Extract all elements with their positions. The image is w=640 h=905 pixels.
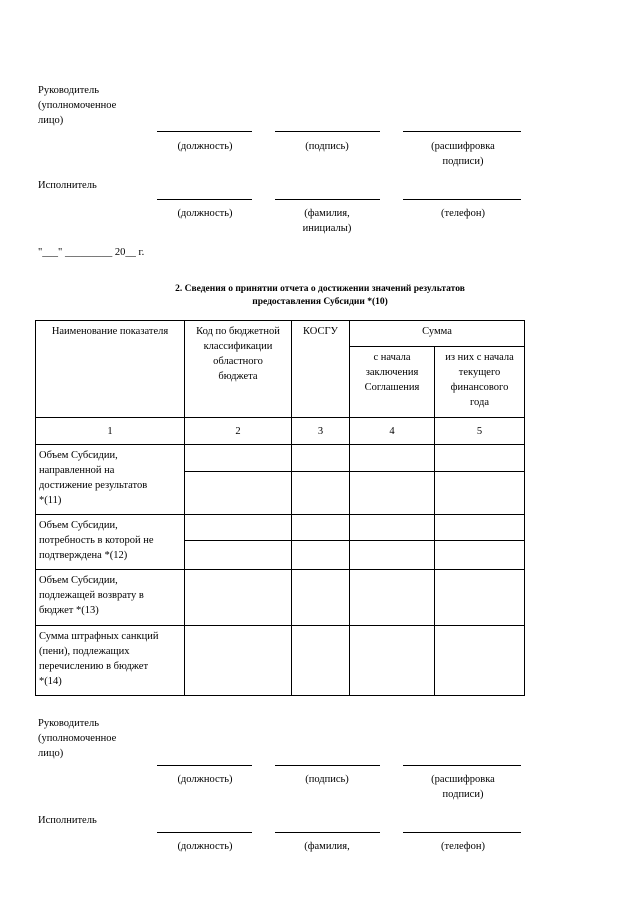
table-cell: [185, 541, 292, 570]
section-title: 2. Сведения о принятии отчета о достижении значений результатов предоставления Субсидии *(10): [175, 284, 465, 307]
header-budget-code: Код по бюджетной классификации областного бюджета: [185, 321, 292, 418]
bottom-executor-phone-caption: (телефон): [441, 841, 485, 852]
executor-name-line: [275, 199, 380, 200]
row-subsidy-return: Объем Субсидии, подлежащей возврату в бюджет *(13): [36, 570, 185, 626]
header-kosgu: КОСГУ: [292, 321, 350, 418]
executor-label: Исполнитель: [38, 180, 97, 191]
head-signature-line: [275, 131, 380, 132]
bottom-head-signature-line: [275, 765, 380, 766]
head-name-caption: (расшифровка подписи): [431, 141, 495, 167]
head-position-line: [157, 131, 252, 132]
row-subsidy-unconfirmed: Объем Субсидии, потребность в которой не подтверждена *(12): [36, 515, 185, 570]
executor-phone-line: [403, 199, 521, 200]
col-number-3: 3: [292, 418, 350, 445]
table-cell: [435, 445, 525, 472]
head-signature-caption: (подпись): [305, 141, 349, 152]
table-cell: [292, 626, 350, 696]
table-cell: [292, 472, 350, 515]
header-sum-since-start: с начала заключения Соглашения: [350, 347, 435, 418]
bottom-head-signature-caption: (подпись): [305, 774, 349, 785]
header-indicator: Наименование показателя: [36, 321, 185, 418]
executor-name-caption: (фамилия, инициалы): [302, 208, 352, 234]
table-cell: [435, 515, 525, 541]
table-cell: [292, 570, 350, 626]
executor-position-line: [157, 199, 252, 200]
col-number-5: 5: [435, 418, 525, 445]
header-sum-current-year: из них с начала текущего финансового года: [435, 347, 525, 418]
head-position-caption: (должность): [177, 141, 233, 152]
bottom-executor-name-line: [275, 832, 380, 833]
subsidy-report-table: [35, 320, 525, 696]
table-cell: [185, 515, 292, 541]
table-cell: [185, 626, 292, 696]
table-cell: [435, 472, 525, 515]
table-cell: [185, 445, 292, 472]
bottom-executor-name-caption: (фамилия,: [304, 841, 350, 852]
bottom-head-position-caption: (должность): [177, 774, 233, 785]
head-label: Руководитель (уполномоченное лицо): [38, 85, 117, 126]
table-cell: [350, 472, 435, 515]
row-subsidy-directed: Объем Субсидии, направленной на достижение результатов *(11): [36, 445, 185, 515]
bottom-head-name-line: [403, 765, 521, 766]
bottom-executor-position-line: [157, 832, 252, 833]
row-penalty-sum: Сумма штрафных санкций (пени), подлежащих перечислению в бюджет *(14): [36, 626, 185, 696]
table-cell: [292, 445, 350, 472]
table-cell: [435, 570, 525, 626]
header-sum: Сумма: [350, 321, 525, 347]
head-name-line: [403, 131, 521, 132]
table-cell: [185, 472, 292, 515]
bottom-executor-phone-line: [403, 832, 521, 833]
col-number-4: 4: [350, 418, 435, 445]
table-cell: [350, 626, 435, 696]
col-number-1: 1: [36, 418, 185, 445]
table-cell: [185, 570, 292, 626]
table-cell: [435, 541, 525, 570]
date-line: "___" _________ 20__ г.: [38, 247, 145, 258]
table-cell: [350, 570, 435, 626]
table-cell: [292, 541, 350, 570]
bottom-executor-label: Исполнитель: [38, 815, 97, 826]
col-number-2: 2: [185, 418, 292, 445]
bottom-head-position-line: [157, 765, 252, 766]
bottom-head-name-caption: (расшифровка подписи): [431, 774, 495, 800]
table-cell: [292, 515, 350, 541]
executor-phone-caption: (телефон): [441, 208, 485, 219]
table-cell: [350, 515, 435, 541]
table-cell: [435, 626, 525, 696]
table-cell: [350, 541, 435, 570]
bottom-head-label: Руководитель (уполномоченное лицо): [38, 718, 117, 759]
bottom-executor-position-caption: (должность): [177, 841, 233, 852]
executor-position-caption: (должность): [177, 208, 233, 219]
table-cell: [350, 445, 435, 472]
